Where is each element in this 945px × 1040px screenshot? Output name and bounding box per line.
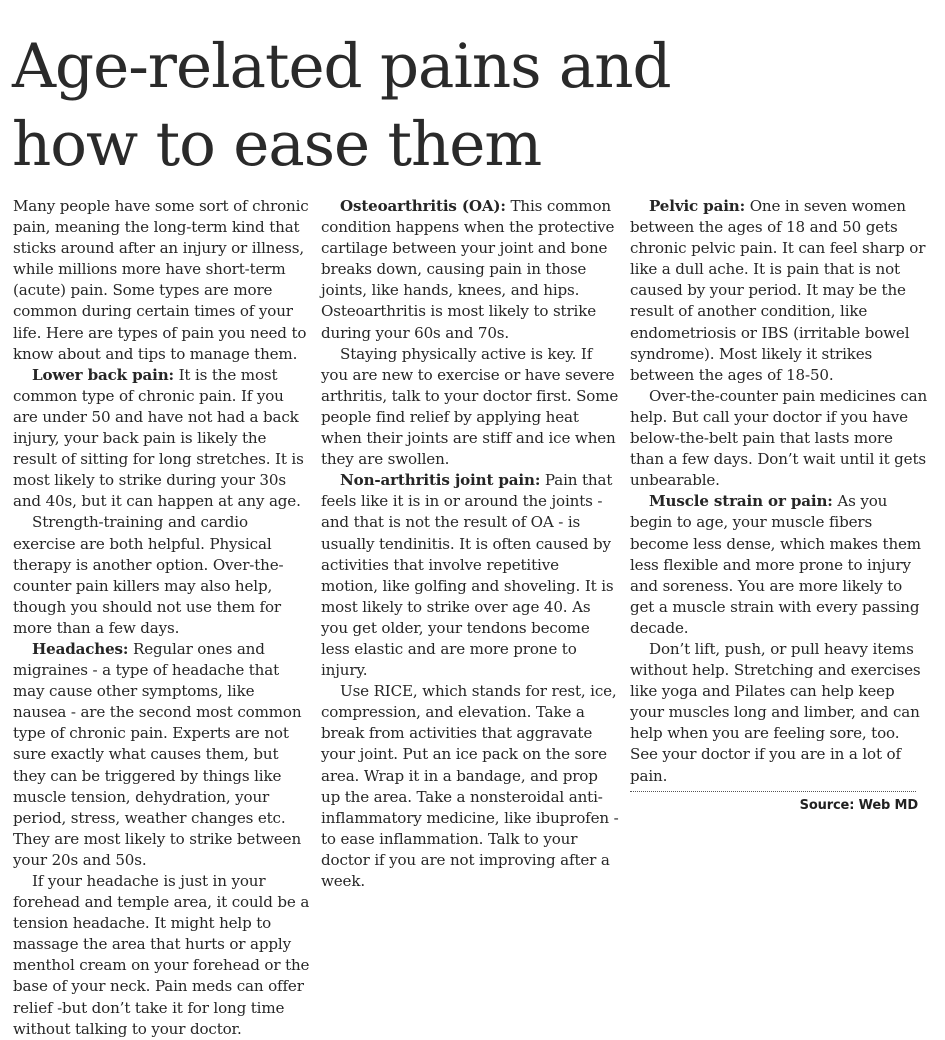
headaches-text: Regular ones and migraines - a type of headache that may cause other symptoms, like nausea - are the second most common type of chronic pain. Experts are not sure exactly what causes them, but they can be triggered by things like muscle tension, dehydration, your period, stress, weather changes etc. They are most likely to strike between your 20s and 50s. — [13, 639, 302, 869]
osteoarthritis-tips: Staying physically active is key. If you are new to exercise or have severe arthritis, talk to your doctor first. Some people find relief by applying heat when their joints are stiff and ice when they are swollen. — [321, 344, 619, 469]
non-arthritis-tips: Use RICE, which stands for rest, ice, compression, and elevation. Take a break from activities that aggravate your joint. Put an ice pack on the sore area. Wrap it in a bandage, and prop up the area. Take a nonsteroidal anti-inflammatory medicine, like ibuprofen - to ease inflammation. Talk to your doctor if you are not improving after a week. — [321, 682, 619, 890]
source-text: Source: Web MD — [799, 797, 918, 813]
column-1 — [13, 196, 311, 1040]
article-title — [12, 28, 912, 184]
source-credit — [630, 797, 918, 815]
lower-back-heading: Lower back pain: — [32, 365, 174, 384]
non-arthritis-heading: Non-arthritis joint pain: — [340, 471, 541, 490]
lower-back-tips: Strength-training and cardio exercise are both helpful. Physical therapy is another option. Over-the-counter pain killers may also help, though you should not use them for more than a few days. — [13, 513, 284, 637]
pelvic-heading: Pelvic pain: — [649, 197, 746, 215]
muscle-paragraph — [630, 491, 928, 639]
lower-back-text: It is the most common type of chronic pain. If you are under 50 and have not had a back injury, your back pain is likely the result of sitting for long stretches. It is most likely to strike during your 30s and 40s, but it can happen at any age. — [13, 365, 304, 511]
pelvic-paragraph — [630, 196, 928, 386]
osteoarthritis-paragraph — [321, 196, 619, 344]
pelvic-tips: Over-the-counter pain medicines can help. But call your doctor if you have below-the-belt pain that lasts more than a few days. Don’t wait until it gets unbearable. — [630, 386, 928, 490]
dotted-divider — [630, 791, 916, 792]
non-arthritis-text: Pain that feels like it is in or around the joints - and that is not the result of OA - is usually tendinitis. It is often caused by activities that involve repetitive motion, like golfing and shoveling. It is most likely to strike over age 40. As you get older, your tendons become less elastic and are more prone to injury. — [321, 471, 614, 680]
osteoarthritis-text: This common condition happens when the protective cartilage between your joint and bone breaks down, causing pain in those joints, like hands, knees, and hips. Osteoarthritis is most likely to strike during your 60s and 70s. — [321, 197, 615, 342]
non-arthritis-paragraph — [321, 470, 619, 681]
muscle-heading: Muscle strain or pain: — [649, 492, 833, 511]
osteoarthritis-heading: Osteoarthritis (OA): — [340, 197, 506, 215]
headaches-tips: If your headache is just in your forehead and temple area, it could be a tension headache. It might help to massage the area that hurts or apply menthol cream on your forehead or the base of your neck. Pain meds can offer relief -but don’t take it for long time without talking to your doctor. — [13, 872, 310, 1038]
title-line-2: how to ease them — [12, 109, 542, 180]
intro-paragraph: Many people have some sort of chronic pain, meaning the long-term kind that sticks around after an injury or illness, while millions more have short-term (acute) pain. Some types are more common during certain times of your life. Here are types of pain you need to know about and tips to manage them. — [13, 197, 309, 363]
muscle-text: As you begin to age, your muscle fibers become less dense, which makes them less flexible and more prone to injury and soreness. You are more likely to get a muscle strain with every passing decade. — [630, 492, 921, 637]
column-3 — [630, 196, 928, 815]
pelvic-text: One in seven women between the ages of 18 and 50 gets chronic pelvic pain. It can feel sharp or like a dull ache. It is pain that is not caused by your period. It may be the result of another condition, like endometriosis or IBS (irritable bowel syndrome). Most likely it strikes between the ages of 18-50. — [630, 197, 926, 384]
lower-back-paragraph — [13, 365, 311, 513]
headaches-paragraph — [13, 639, 311, 871]
headaches-heading: Headaches: — [32, 639, 129, 658]
title-line-1: Age-related pains and — [12, 31, 671, 102]
muscle-tips: Don’t lift, push, or pull heavy items without help. Stretching and exercises like yoga and Pilates can help keep your muscles long and limber, and can help when you are feeling sore, too. See your doctor if you are in a lot of pain. — [630, 639, 921, 785]
column-2 — [321, 196, 619, 892]
